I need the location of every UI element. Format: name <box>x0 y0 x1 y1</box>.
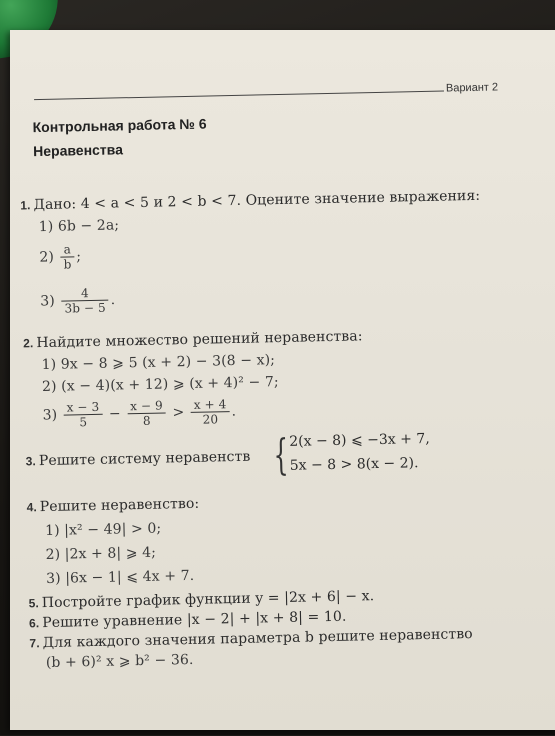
task-6-number: 6. <box>28 616 40 631</box>
task-2 <box>23 328 363 351</box>
minus-operator: − <box>108 405 121 423</box>
task-5-number: 5. <box>28 596 39 611</box>
task-1-number: 1. <box>20 198 31 213</box>
task-1-item-2 <box>39 242 81 272</box>
fraction-denominator: 20 <box>202 412 219 427</box>
task-1-item-3 <box>40 285 116 316</box>
fraction-numerator: x + 4 <box>191 397 230 413</box>
task-3-text: Решите систему неравенств <box>38 448 251 470</box>
header-rule <box>34 91 444 101</box>
system-inequality-2: 5x − 8 > 8(x − 2). <box>289 455 419 474</box>
task-3-number: 3. <box>25 454 37 469</box>
task-4-text: Решите неравенство: <box>39 495 200 516</box>
test-subtitle: Неравенства <box>32 141 124 160</box>
task-2-item-3-suffix: . <box>231 403 237 420</box>
worksheet-page <box>10 30 555 730</box>
task-2-fraction-3 <box>191 397 230 427</box>
task-1-item-3-suffix: . <box>110 291 116 309</box>
variant-label: Вариант 2 <box>445 81 499 95</box>
task-1-item-2-suffix: ; <box>76 248 82 265</box>
task-2-text: Найдите множество решений неравенства: <box>36 328 363 352</box>
fraction-numerator: 4 <box>61 286 109 302</box>
worksheet-content <box>3 24 555 735</box>
task-3 <box>25 449 250 470</box>
task-1-item-3-fraction <box>61 286 109 316</box>
task-5-text: Постройте график функции y = |2x + 6| − x. <box>41 588 375 612</box>
task-2-number: 2. <box>23 336 34 351</box>
task-5 <box>28 588 374 611</box>
fraction-denominator: 8 <box>142 413 151 428</box>
task-4-item-2: 2) |2x + 8| ⩾ 4; <box>45 544 157 563</box>
test-title: Контрольная работа № 6 <box>32 115 207 136</box>
fraction-denominator: 3b − 5 <box>64 300 106 316</box>
system-brace: { <box>273 429 289 480</box>
task-6 <box>29 609 347 632</box>
task-6-text: Решите уравнение |x − 2| + |x + 8| = 10. <box>42 608 347 632</box>
task-1-item-2-fraction <box>60 242 74 271</box>
task-4-number: 4. <box>26 500 37 515</box>
task-7-text: Для каждого значения параметра b решите неравенство <box>42 626 473 652</box>
fraction-numerator: x − 9 <box>127 398 166 414</box>
task-7-number: 7. <box>29 636 40 651</box>
fraction-numerator: a <box>60 242 74 257</box>
inequality-system <box>273 429 430 482</box>
greater-operator: > <box>172 404 185 421</box>
system-inequality-1: 2(x − 8) ⩽ −3x + 7, <box>289 430 430 450</box>
fraction-numerator: x − 3 <box>64 400 103 416</box>
task-1-item-3-prefix: 3) <box>40 293 56 310</box>
task-1-text: Дано: 4 < a < 5 и 2 < b < 7. Оцените значение выражения: <box>33 187 481 214</box>
task-7-expression: (b + 6)² x ⩾ b² − 36. <box>45 651 194 672</box>
task-4 <box>26 496 199 516</box>
task-4-item-3: 3) |6x − 1| ⩽ 4x + 7. <box>45 567 195 587</box>
task-2-fraction-1 <box>64 400 103 430</box>
task-2-item-3 <box>42 397 236 430</box>
task-1-item-1: 1) 6b − 2a; <box>38 217 120 236</box>
fraction-denominator: 5 <box>79 415 88 430</box>
task-2-item-3-prefix: 3) <box>42 407 58 424</box>
task-2-item-1: 1) 9x − 8 ⩾ 5 (x + 2) − 3(8 − x); <box>41 352 276 374</box>
task-2-item-2: 2) (x − 4)(x + 12) ⩾ (x + 4)² − 7; <box>41 374 279 396</box>
fraction-denominator: b <box>63 257 72 272</box>
task-1 <box>20 188 480 214</box>
task-1-item-2-prefix: 2) <box>39 249 55 266</box>
task-2-fraction-2 <box>127 398 166 428</box>
task-4-item-1: 1) |x² − 49| > 0; <box>44 520 162 540</box>
